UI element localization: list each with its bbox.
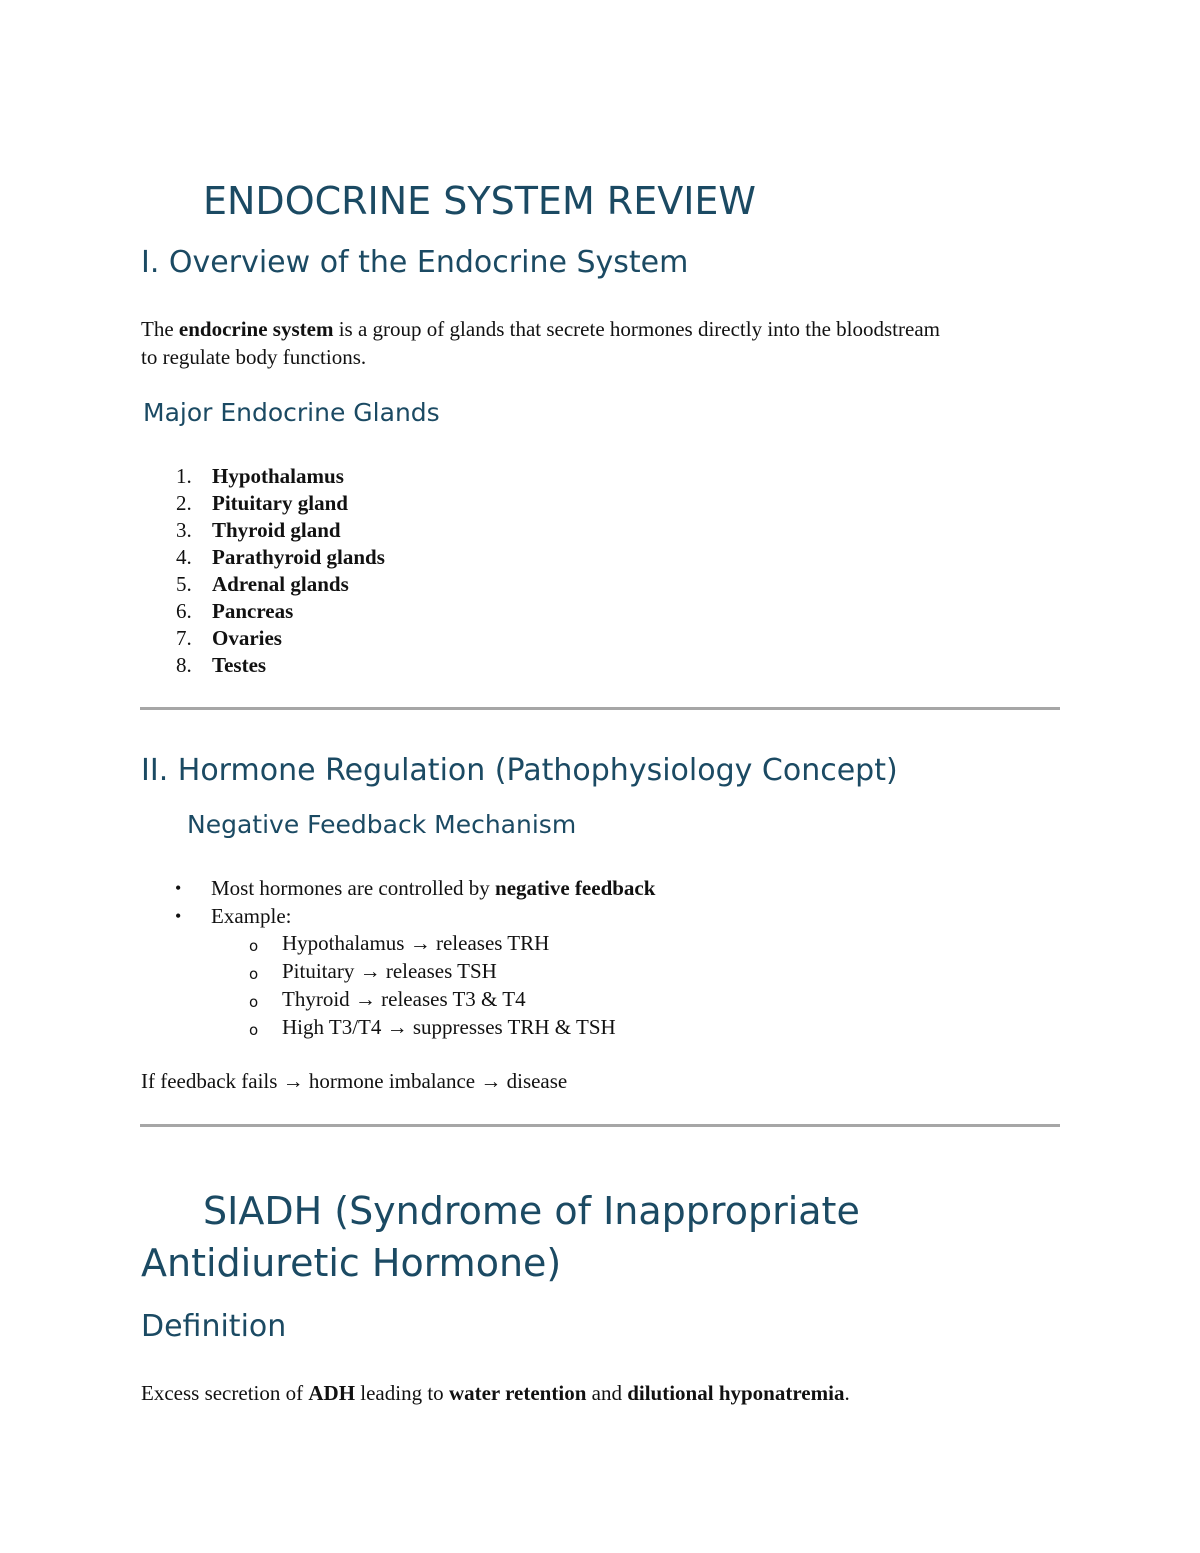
- hollow-bullet-icon: o: [249, 993, 259, 1011]
- example-list-item: [141, 1013, 841, 1041]
- gland-name: Thyroid gland: [212, 518, 341, 542]
- hollow-bullet-icon: o: [249, 937, 259, 955]
- definition-paragraph: [141, 1379, 850, 1407]
- text-span: leading to: [355, 1381, 449, 1405]
- bullet-text: [211, 874, 655, 902]
- siadh-heading-line-1: SIADH (Syndrome of Inappropriate: [203, 1189, 860, 1233]
- list-number: 3.: [176, 518, 192, 542]
- list-number: 8.: [176, 653, 192, 677]
- list-number: 1.: [176, 464, 192, 488]
- gland-name: Ovaries: [212, 626, 282, 650]
- list-number: 6.: [176, 599, 192, 623]
- example-step: Hypothalamus → releases TRH: [282, 931, 550, 955]
- text-span: .: [844, 1381, 850, 1405]
- gland-name: Parathyroid glands: [212, 545, 385, 569]
- gland-list-item: [140, 597, 640, 624]
- gland-list-item: [140, 516, 640, 543]
- list-item: [141, 874, 841, 902]
- gland-list-item: [140, 624, 640, 651]
- gland-name: Pituitary gland: [212, 491, 348, 515]
- gland-list-item: [140, 489, 640, 516]
- example-step: High T3/T4 → suppresses TRH & TSH: [282, 1015, 616, 1039]
- bold-term: ADH: [308, 1381, 356, 1405]
- example-step: Pituitary → releases TSH: [282, 959, 497, 983]
- siadh-heading-line-2: Antidiuretic Hormone): [141, 1241, 562, 1285]
- section-divider: [140, 1124, 1060, 1127]
- text-span: Most hormones are controlled by: [211, 876, 496, 900]
- bullet-text: Example:: [211, 903, 292, 928]
- example-list-item: [141, 985, 841, 1013]
- bullet-icon: •: [175, 878, 182, 898]
- gland-list-item: [140, 462, 640, 489]
- bold-term: water retention: [448, 1381, 587, 1405]
- feedback-conclusion: If feedback fails → hormone imbalance → disease: [141, 1069, 568, 1093]
- bold-term: endocrine system: [178, 317, 334, 341]
- example-list-item: [141, 929, 841, 957]
- gland-list-item: [140, 651, 640, 678]
- text-span: Excess secretion of: [141, 1381, 309, 1405]
- gland-name: Testes: [212, 653, 267, 677]
- list-number: 5.: [176, 572, 192, 596]
- section-overview-heading: I. Overview of the Endocrine System: [141, 245, 689, 280]
- negative-feedback-heading: Negative Feedback Mechanism: [187, 810, 577, 839]
- list-number: 2.: [176, 491, 192, 515]
- gland-name: Pancreas: [212, 599, 294, 623]
- text-span: and: [586, 1381, 628, 1405]
- hollow-bullet-icon: o: [249, 965, 259, 983]
- gland-list-item: [140, 570, 640, 597]
- overview-paragraph-line-1: [141, 315, 940, 343]
- section-regulation-heading: II. Hormone Regulation (Pathophysiology Concept): [141, 753, 898, 788]
- text-span: is a group of glands that secrete hormones directly into the bloodstream: [333, 317, 940, 341]
- gland-list-item: [140, 543, 640, 570]
- bold-term: negative feedback: [495, 876, 656, 900]
- bold-term: dilutional hyponatremia: [627, 1381, 845, 1405]
- text-span: The: [141, 317, 179, 341]
- major-glands-heading: Major Endocrine Glands: [143, 398, 440, 427]
- example-step: Thyroid → releases T3 & T4: [282, 987, 526, 1011]
- feedback-bullet-list: [141, 874, 841, 929]
- gland-name: Hypothalamus: [212, 464, 344, 488]
- definition-heading: Definition: [141, 1309, 287, 1344]
- list-number: 7.: [176, 626, 192, 650]
- example-sublist: [141, 929, 841, 1041]
- siadh-heading: [141, 1185, 1041, 1289]
- glands-list: [140, 462, 640, 678]
- gland-name: Adrenal glands: [212, 572, 349, 596]
- section-divider: [140, 707, 1060, 710]
- bullet-icon: •: [175, 905, 182, 926]
- overview-paragraph-line-2: to regulate body functions.: [141, 345, 367, 369]
- list-item: [141, 902, 841, 930]
- list-number: 4.: [176, 545, 192, 569]
- example-list-item: [141, 957, 841, 985]
- document-title: ENDOCRINE SYSTEM REVIEW: [203, 179, 757, 223]
- hollow-bullet-icon: o: [249, 1021, 259, 1039]
